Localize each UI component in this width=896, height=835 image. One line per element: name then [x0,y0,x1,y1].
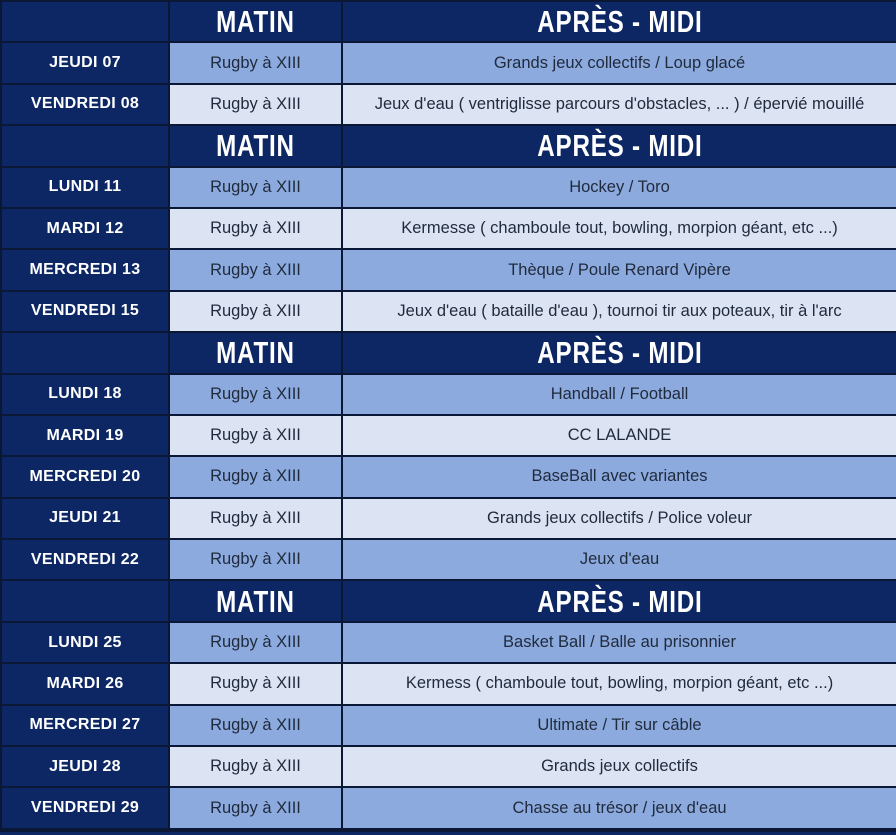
schedule-row [1,622,896,663]
schedule-table-body [1,1,896,829]
matin-activity-cell: Rugby à XIII [169,539,342,580]
apres-midi-header-label: APRÈS - MIDI [536,128,703,164]
matin-activity-cell: Rugby à XIII [169,746,342,787]
day-cell: MERCREDI 13 [1,249,169,290]
schedule-row [1,787,896,828]
matin-activity-cell: Rugby à XIII [169,291,342,332]
schedule-row [1,167,896,208]
day-cell: MERCREDI 20 [1,456,169,497]
day-cell: LUNDI 11 [1,167,169,208]
apres-midi-activity-cell: Hockey / Toro [342,167,896,208]
day-cell: LUNDI 25 [1,622,169,663]
schedule-row [1,291,896,332]
apres-midi-activity-cell: Chasse au trésor / jeux d'eau [342,787,896,828]
day-cell: LUNDI 18 [1,374,169,415]
apres-midi-activity-cell: Basket Ball / Balle au prisonnier [342,622,896,663]
matin-activity-cell: Rugby à XIII [169,249,342,290]
section-header-row [1,332,896,373]
matin-header-label: MATIN [216,583,295,619]
schedule-row [1,498,896,539]
schedule-row [1,415,896,456]
matin-header-cell [169,125,342,166]
matin-header-label: MATIN [216,4,295,40]
empty-header-cell [1,580,169,621]
apres-midi-header-label: APRÈS - MIDI [536,335,703,371]
matin-header-cell [169,1,342,42]
day-cell: MARDI 26 [1,663,169,704]
empty-header-cell [1,332,169,373]
section-header-row [1,580,896,621]
apres-midi-header-cell [342,125,896,166]
apres-midi-activity-cell: Jeux d'eau ( ventriglisse parcours d'obstacles, ... ) / épervié mouillé [342,84,896,125]
apres-midi-header-label: APRÈS - MIDI [536,583,703,619]
apres-midi-activity-cell: Jeux d'eau ( bataille d'eau ), tournoi tir aux poteaux, tir à l'arc [342,291,896,332]
day-cell: MARDI 19 [1,415,169,456]
day-cell: VENDREDI 08 [1,84,169,125]
empty-header-cell [1,125,169,166]
matin-activity-cell: Rugby à XIII [169,498,342,539]
matin-activity-cell: Rugby à XIII [169,622,342,663]
matin-activity-cell: Rugby à XIII [169,208,342,249]
apres-midi-activity-cell: Kermesse ( chamboule tout, bowling, morpion géant, etc ...) [342,208,896,249]
day-cell: VENDREDI 29 [1,787,169,828]
matin-activity-cell: Rugby à XIII [169,374,342,415]
apres-midi-header-label: APRÈS - MIDI [536,4,703,40]
day-cell: MARDI 12 [1,208,169,249]
empty-header-cell [1,1,169,42]
day-cell: JEUDI 21 [1,498,169,539]
apres-midi-activity-cell: Ultimate / Tir sur câble [342,705,896,746]
matin-activity-cell: Rugby à XIII [169,415,342,456]
day-cell: VENDREDI 15 [1,291,169,332]
apres-midi-header-cell [342,580,896,621]
matin-activity-cell: Rugby à XIII [169,167,342,208]
section-header-row [1,125,896,166]
matin-header-cell [169,332,342,373]
apres-midi-activity-cell: Handball / Football [342,374,896,415]
clipped-next-header-strip [0,830,896,835]
apres-midi-activity-cell: Grands jeux collectifs [342,746,896,787]
day-cell: MERCREDI 27 [1,705,169,746]
schedule-row [1,663,896,704]
schedule-row [1,42,896,83]
schedule-row [1,539,896,580]
apres-midi-header-cell [342,332,896,373]
apres-midi-activity-cell: Jeux d'eau [342,539,896,580]
section-header-row [1,1,896,42]
schedule-row [1,208,896,249]
apres-midi-activity-cell: Thèque / Poule Renard Vipère [342,249,896,290]
schedule-row [1,705,896,746]
matin-activity-cell: Rugby à XIII [169,42,342,83]
matin-header-label: MATIN [216,128,295,164]
matin-activity-cell: Rugby à XIII [169,787,342,828]
matin-activity-cell: Rugby à XIII [169,663,342,704]
day-cell: JEUDI 07 [1,42,169,83]
apres-midi-header-cell [342,1,896,42]
schedule-row [1,746,896,787]
apres-midi-activity-cell: Grands jeux collectifs / Loup glacé [342,42,896,83]
apres-midi-activity-cell: Kermess ( chamboule tout, bowling, morpion géant, etc ...) [342,663,896,704]
schedule-row [1,374,896,415]
day-cell: JEUDI 28 [1,746,169,787]
schedule-row [1,249,896,290]
apres-midi-activity-cell: Grands jeux collectifs / Police voleur [342,498,896,539]
matin-header-label: MATIN [216,335,295,371]
apres-midi-activity-cell: CC LALANDE [342,415,896,456]
matin-header-cell [169,580,342,621]
matin-activity-cell: Rugby à XIII [169,705,342,746]
matin-activity-cell: Rugby à XIII [169,456,342,497]
schedule-row [1,456,896,497]
apres-midi-activity-cell: BaseBall avec variantes [342,456,896,497]
day-cell: VENDREDI 22 [1,539,169,580]
matin-activity-cell: Rugby à XIII [169,84,342,125]
schedule-row [1,84,896,125]
